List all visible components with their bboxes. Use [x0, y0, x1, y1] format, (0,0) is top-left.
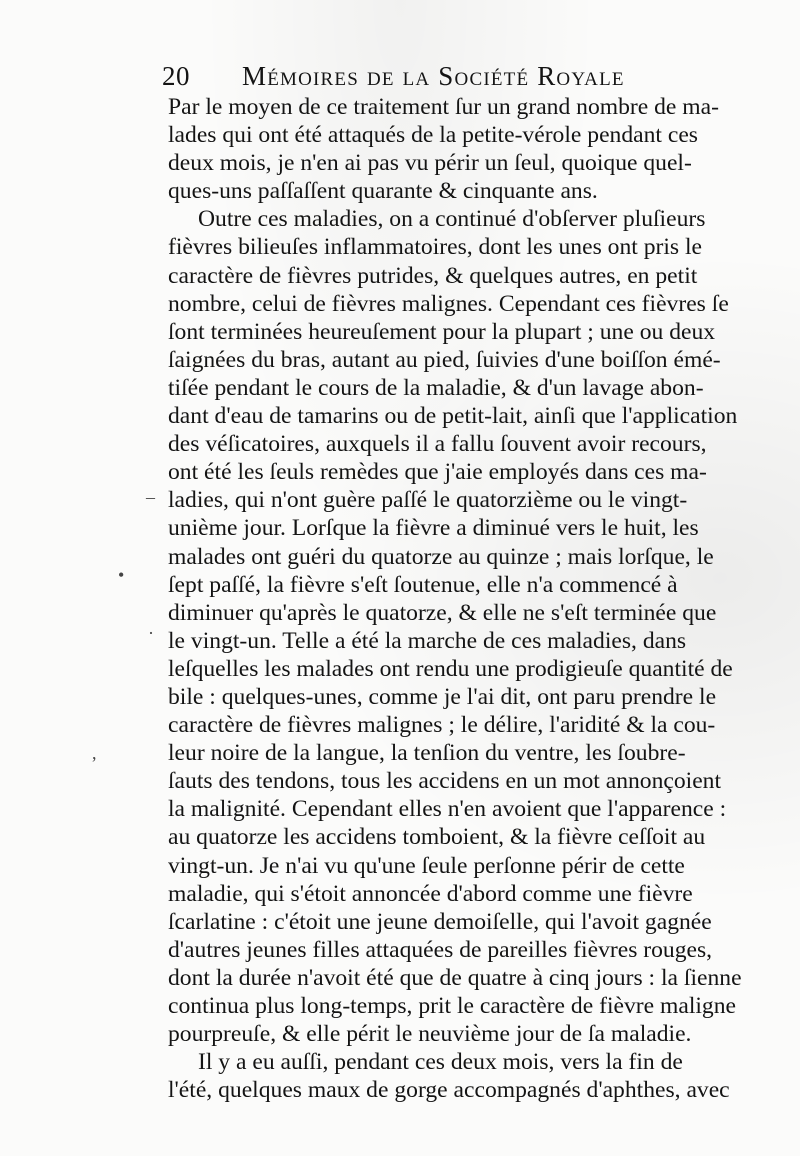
text-line: fièvres bilieuſes inflammatoires, dont les unes ont pris le: [168, 234, 703, 261]
text-line: vingt-un. Je n'ai vu qu'une ſeule perſonne périr de cette: [168, 852, 685, 879]
text-line: dont la durée n'avoit été que de quatre à cinq jours : la ſienne: [168, 964, 742, 991]
text-line: unième jour. Lorſque la fièvre a diminué vers le huit, les: [168, 515, 699, 542]
text-line: ſaignées du bras, autant au pied, ſuivies d'une boiſſon émé-: [168, 346, 721, 373]
text-line: maladie, qui s'étoit annoncée d'abord comme une fièvre: [168, 880, 693, 907]
text-line: ſauts des tendons, tous les accidens en un mot annonçoient: [168, 768, 722, 795]
text-line: d'autres jeunes filles attaquées de pareilles fièvres rouges,: [168, 936, 713, 963]
text-line: nombre, celui de fièvres malignes. Cependant ces fièvres ſe: [168, 290, 729, 317]
text-line: continua plus long-temps, prit le caractère de fièvre maligne: [168, 993, 736, 1019]
page-header: [162, 58, 722, 94]
text-line: pourpreuſe, & elle périt le neuvième jour de ſa maladie.: [168, 1021, 692, 1048]
margin-dot: •: [118, 565, 125, 585]
text-line: la malignité. Cependant elles n'en avoient que l'apparence :: [168, 796, 727, 823]
text-line: ques-uns paſſaſſent quarante & cinquante ans.: [168, 178, 598, 205]
text-line: Il y a eu auſſi, pendant ces deux mois, vers la fin de: [198, 1049, 683, 1076]
text-line: caractère de fièvres malignes ; le délire, l'aridité & la cou-: [168, 712, 716, 739]
body-text: [168, 93, 768, 1104]
margin-dash: –: [146, 487, 155, 507]
text-line: bile : quelques-unes, comme je l'ai dit, ont paru prendre le: [168, 683, 717, 710]
text-line: diminuer qu'après le quatorze, & elle ne s'eſt terminée que: [168, 599, 717, 626]
text-line: au quatorze les accidens tomboient, & la fièvre ceſſoit au: [168, 824, 706, 851]
text-line: le vingt-un. Telle a été la marche de ces maladies, dans: [168, 627, 687, 654]
margin-dot: ·: [148, 623, 154, 643]
text-line: caractère de fièvres putrides, & quelques autres, en petit: [168, 262, 698, 289]
text-line: deux mois, je n'en ai pas vu périr un ſeul, quoique quel-: [168, 150, 692, 177]
text-line: malades ont guéri du quatorze au quinze ; mais lorſque, le: [168, 543, 714, 570]
margin-tick: ,: [92, 743, 97, 763]
text-line: Outre ces maladies, on a continué d'obſerver pluſieurs: [198, 206, 706, 233]
text-line: leur noire de la langue, la tenſion du ventre, les ſoubre-: [168, 740, 686, 767]
text-line: ſept paſſé, la fièvre s'eſt ſoutenue, elle n'a commencé à: [168, 571, 678, 598]
text-line: dant d'eau de tamarins ou de petit-lait, ainſi que l'application: [168, 403, 738, 430]
text-line: l'été, quelques maux de gorge accompagnés d'aphthes, avec: [168, 1077, 730, 1104]
text-line: ladies, qui n'ont guère paſſé le quatorzième ou le vingt-: [168, 487, 688, 514]
text-line: Par le moyen de ce traitement ſur un grand nombre de ma-: [168, 94, 719, 120]
text-line: lades qui ont été attaqués de la petite-vérole pendant ces: [168, 122, 698, 149]
text-line: leſquelles les malades ont rendu une prodigieuſe quantité de: [168, 655, 733, 682]
text-line: des véſicatoires, auxquels il a fallu ſouvent avoir recours,: [168, 431, 707, 458]
text-line: ſcarlatine : c'étoit une jeune demoiſelle, qui l'avoit gagnée: [168, 908, 712, 935]
page-number: 20: [162, 61, 190, 91]
text-line: tiſée pendant le cours de la maladie, & d'un lavage abon-: [168, 374, 704, 401]
running-title: Mémoires de la Société Royale: [242, 61, 625, 91]
text-line: ont été les ſeuls remèdes que j'aie employés dans ces ma-: [168, 459, 707, 486]
text-line: ſont terminées heureuſement pour la plupart ; une ou deux: [168, 318, 716, 345]
